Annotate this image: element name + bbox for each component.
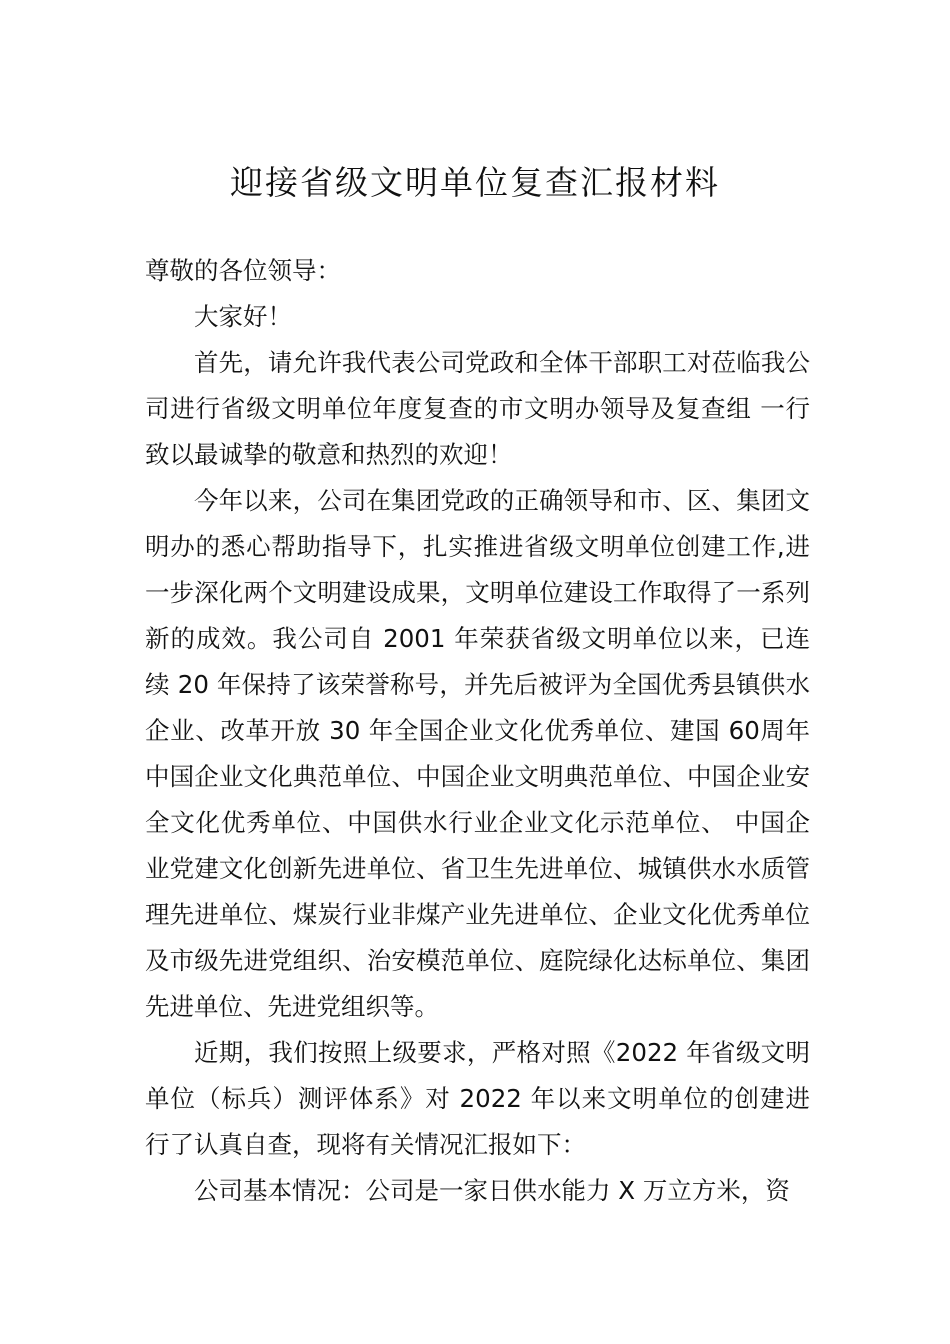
- paragraph-welcome: 首先，请允许我代表公司党政和全体干部职工对莅临我公司进行省级文明单位年度复查的市文明办领导及复查组 一行致以最诚挚的敬意和热烈的欢迎！: [145, 348, 810, 469]
- salutation: 尊敬的各位领导：: [145, 256, 341, 285]
- paragraph-greeting: 大家好！: [194, 302, 292, 331]
- paragraph-company-overview: 公司基本情况：公司是一家日供水能力 X 万立方米，资: [194, 1176, 790, 1205]
- paragraph-achievements: 今年以来，公司在集团党政的正确领导和市、区、集团文明办的悉心帮助指导下，扎实推进省级文明单位创建工作,进一步深化两个文明建设成果，文明单位建设工作取得了一系列新的成效。我公司自 2001 年荣获省级文明单位以来，已连续 20 年保持了该荣誉称号，并先后被评为全国优秀县镇供水企业、改革开放 30 年全国企业文化优秀单位、建国 60周年中国企业文化典范单位、中国企业文明典范单位、中国企业安全文化优秀单位、中国供水行业企业文化示范单位、 中国企业党建文化创新先进单位、省卫生先进单位、城镇供水水质管理先进单位、煤炭行业非煤产业先进单位、企业文化优秀单位及市级先进党组织、治安模范单位、庭院绿化达标单位、集团先进单位、先进党组织等。: [145, 486, 810, 1021]
- document-title: 迎接省级文明单位复查汇报材料: [230, 163, 720, 202]
- document-body: [145, 248, 810, 1214]
- paragraph-self-inspection: 近期，我们按照上级要求，严格对照《2022 年省级文明单位（标兵）测评体系》对 2022 年以来文明单位的创建进行了认真自查，现将有关情况汇报如下：: [145, 1038, 810, 1159]
